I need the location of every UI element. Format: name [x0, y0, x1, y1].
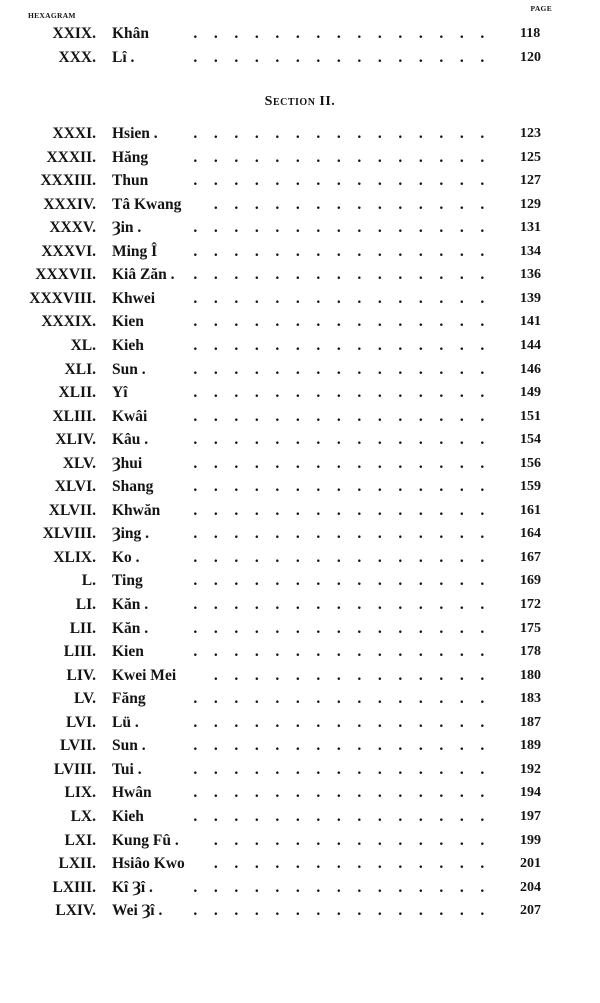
toc-entry	[0, 452, 600, 476]
page-number: 172	[520, 597, 541, 612]
toc-entry	[0, 899, 600, 923]
hexagram-title: Khwăn	[112, 501, 161, 519]
hexagram-title: Kieh	[112, 336, 144, 354]
toc-entry	[0, 499, 600, 523]
toc-entry	[0, 428, 600, 452]
hexagram-title: Sun .	[112, 737, 146, 755]
toc-entry	[0, 475, 600, 499]
hexagram-title: Hsien .	[112, 125, 158, 142]
hexagram-number: XLI.	[64, 360, 96, 378]
toc-entry	[0, 876, 600, 900]
hexagram-number: XLIV.	[55, 431, 96, 449]
dot-leader: . . . . . . . . . . . . . . .	[193, 760, 485, 778]
hexagram-title: Khân	[112, 25, 150, 42]
toc-entry	[0, 358, 600, 382]
page-number: 169	[520, 573, 541, 589]
page-number: 197	[520, 808, 541, 824]
hexagram-title: Ȝing .	[112, 525, 150, 543]
dot-leader: . . . . . . . . . . . . . .	[213, 666, 485, 684]
dot-leader: . . . . . . . . . . . . . . .	[193, 360, 485, 378]
toc-entry	[0, 287, 600, 311]
dot-leader: . . . . . . . . . . . . . . .	[193, 454, 485, 472]
section-heading: Section II.	[264, 94, 336, 109]
toc-entry	[0, 593, 600, 617]
toc-entry	[0, 664, 600, 688]
hexagram-number: LIV.	[66, 666, 96, 684]
toc-entry	[0, 852, 600, 876]
dot-leader: . . . . . . . . . . . . . . .	[193, 525, 485, 543]
toc-entry	[0, 805, 600, 829]
hexagram-number: LI.	[75, 596, 96, 613]
hexagram-number: XXXIX.	[41, 313, 96, 331]
dot-leader: . . . . . . . . . . . . . . .	[193, 572, 485, 590]
toc-entry	[0, 569, 600, 593]
toc-entry	[0, 146, 600, 170]
hexagram-number: XXXVIII.	[29, 289, 96, 307]
hexagram-title: Ȝin .	[112, 219, 142, 237]
toc-entry	[0, 46, 600, 70]
column-header-page: PAGE	[530, 4, 552, 13]
hexagram-title: Khwei	[112, 289, 156, 307]
page-number: 146	[520, 361, 541, 377]
hexagram-title: Kwei Mei	[112, 666, 177, 684]
toc-entry	[0, 193, 600, 217]
hexagram-number: XLIX.	[53, 548, 96, 566]
page-number: 180	[520, 667, 541, 683]
page-number: 123	[520, 126, 541, 141]
hexagram-number: XLIII.	[52, 407, 96, 425]
hexagram-title: Kî Ȝî .	[112, 878, 153, 896]
hexagram-title: Ming Î	[112, 242, 158, 260]
hexagram-number: LII.	[69, 619, 96, 637]
hexagram-number: LIII.	[63, 643, 96, 661]
toc-entry	[0, 758, 600, 782]
page-number: 204	[520, 879, 541, 895]
dot-leader: . . . . . . . . . . . . . . .	[193, 407, 485, 425]
page-number: 120	[520, 49, 541, 65]
page-number: 144	[520, 337, 541, 353]
hexagram-title: Kiâ Zăn .	[112, 266, 175, 284]
hexagram-number: XLV.	[62, 454, 96, 472]
hexagram-title: Lî .	[112, 48, 135, 66]
dot-leader: . . . . . . . . . . . . . . .	[193, 690, 485, 708]
page-number: 194	[520, 785, 541, 801]
hexagram-title: Lü .	[112, 713, 139, 731]
dot-leader: . . . . . . . . . . . . . . .	[193, 125, 485, 142]
hexagram-number: XXXVI.	[41, 242, 96, 260]
hexagram-number: XLII.	[58, 384, 96, 402]
hexagram-title: Yî	[112, 384, 128, 402]
toc-entry	[0, 640, 600, 664]
page-number: 118	[520, 26, 541, 41]
dot-leader: . . . . . . . . . . . . . . .	[193, 878, 485, 896]
page-number: 141	[520, 314, 541, 330]
toc-entry	[0, 216, 600, 240]
toc-entry	[0, 617, 600, 641]
dot-leader: . . . . . . . . . . . . . . .	[193, 25, 485, 42]
hexagram-number: XL.	[70, 336, 96, 354]
page-number: 183	[520, 691, 541, 707]
toc-entry	[0, 829, 600, 853]
hexagram-number: XXIX.	[52, 25, 96, 42]
dot-leader: . . . . . . . . . . . . . . .	[193, 807, 485, 825]
hexagram-title: Kieh	[112, 807, 144, 825]
hexagram-number: LXII.	[58, 855, 96, 873]
dot-leader: . . . . . . . . . . . . . .	[213, 195, 485, 213]
hexagram-title: Kâu .	[112, 431, 149, 449]
hexagram-number: LVI.	[65, 713, 96, 731]
hexagram-title: Kăn .	[112, 596, 149, 613]
hexagram-title: Kung Fû .	[112, 831, 179, 849]
page-number: 127	[520, 173, 541, 189]
toc-entry	[0, 334, 600, 358]
dot-leader: . . . . . . . . . . . . . . .	[193, 313, 485, 331]
hexagram-title: Hsiâo Kwo	[112, 855, 185, 873]
page-number: 139	[520, 290, 541, 306]
toc-entry	[0, 405, 600, 429]
dot-leader: . . . . . . . . . . . . . . .	[193, 478, 485, 496]
dot-leader: . . . . . . . . . . . . . . .	[193, 431, 485, 449]
dot-leader: . . . . . . . . . . . . . .	[213, 831, 485, 849]
page-number: 175	[520, 620, 541, 636]
page-number: 189	[520, 738, 541, 754]
page-number: 131	[520, 220, 541, 236]
dot-leader: . . . . . . . . . . . . . . .	[193, 548, 485, 566]
hexagram-title: Kwâi	[112, 407, 148, 425]
hexagram-number: XLVII.	[48, 501, 96, 519]
dot-leader: . . . . . . . . . . . . . . .	[193, 501, 485, 519]
hexagram-title: Ȝhui	[112, 454, 143, 472]
dot-leader: . . . . . . . . . . . . . . .	[193, 643, 485, 661]
dot-leader: . . . . . . . . . . . . . . .	[193, 148, 485, 166]
hexagram-number: XXXI.	[52, 125, 96, 142]
dot-leader: . . . . . . . . . . . . . . .	[193, 737, 485, 755]
toc-entry	[0, 310, 600, 334]
page-number: 154	[520, 432, 541, 448]
page-number: 187	[520, 714, 541, 730]
toc-entry	[0, 122, 600, 146]
dot-leader: . . . . . . . . . . . . . . .	[193, 172, 485, 190]
page-number: 178	[520, 644, 541, 660]
dot-leader: . . . . . . . . . . . . . . .	[193, 619, 485, 637]
page-number: 192	[520, 761, 541, 777]
page-number: 149	[520, 385, 541, 401]
hexagram-number: XLVI.	[54, 478, 96, 496]
hexagram-title: Sun .	[112, 360, 146, 378]
hexagram-title: Tui .	[112, 760, 142, 778]
page-number: 201	[520, 856, 541, 872]
page-number: 129	[520, 196, 541, 212]
hexagram-number: LXI.	[64, 831, 96, 849]
hexagram-number: XXXII.	[46, 148, 96, 166]
page-number: 207	[520, 903, 541, 919]
hexagram-title: Ko .	[112, 548, 140, 566]
toc-entry	[0, 169, 600, 193]
hexagram-number: LIX.	[64, 784, 96, 802]
hexagram-number: LVIII.	[53, 760, 96, 778]
hexagram-title: Shang	[112, 478, 154, 496]
page-number: 199	[520, 832, 541, 848]
hexagram-number: XXX.	[58, 48, 96, 66]
dot-leader: . . . . . . . . . . . . . . .	[193, 596, 485, 613]
hexagram-number: XXXIII.	[40, 172, 96, 190]
page-number: 151	[520, 408, 541, 424]
toc-entry	[0, 240, 600, 264]
hexagram-title: Kien	[112, 313, 144, 331]
toc-entry	[0, 263, 600, 287]
hexagram-title: Hăng	[112, 148, 149, 166]
page-number: 125	[520, 149, 541, 165]
toc-entry	[0, 381, 600, 405]
page-number: 161	[520, 502, 541, 518]
hexagram-number: XXXVII.	[35, 266, 96, 284]
hexagram-number: XXXV.	[49, 219, 96, 237]
dot-leader: . . . . . . . . . . . . . . .	[193, 48, 485, 66]
dot-leader: . . . . . . . . . . . . . . .	[193, 289, 485, 307]
hexagram-number: LXIII.	[52, 878, 96, 896]
page-number: 167	[520, 549, 541, 565]
hexagram-title: Kien	[112, 643, 144, 661]
hexagram-title: Făng	[112, 690, 146, 708]
dot-leader: . . . . . . . . . . . . . . .	[193, 336, 485, 354]
hexagram-number: LX.	[70, 807, 96, 825]
page-number: 164	[520, 526, 541, 542]
toc-entry	[0, 546, 600, 570]
column-header-hexagram: HEXAGRAM	[28, 11, 76, 20]
dot-leader: . . . . . . . . . . . . . . .	[193, 902, 485, 920]
page-number: 159	[520, 479, 541, 495]
hexagram-number: LXIV.	[55, 902, 96, 920]
toc-entry	[0, 711, 600, 735]
page-number: 136	[520, 267, 541, 283]
hexagram-title: Ting	[112, 572, 143, 590]
hexagram-title: Thun	[112, 172, 149, 190]
dot-leader: . . . . . . . . . . . . . . .	[193, 219, 485, 237]
toc-entry	[0, 687, 600, 711]
page-number: 134	[520, 243, 541, 259]
hexagram-title: Wei Ȝî .	[112, 902, 163, 920]
hexagram-number: LV.	[74, 690, 96, 708]
toc-entry	[0, 781, 600, 805]
hexagram-title: Hwân	[112, 784, 152, 802]
hexagram-title: Kăn .	[112, 619, 149, 637]
hexagram-number: XXXIV.	[43, 195, 96, 213]
page-number: 156	[520, 455, 541, 471]
toc-entry	[0, 522, 600, 546]
dot-leader: . . . . . . . . . . . . . .	[213, 855, 485, 873]
dot-leader: . . . . . . . . . . . . . . .	[193, 266, 485, 284]
hexagram-number: LVII.	[59, 737, 96, 755]
dot-leader: . . . . . . . . . . . . . . .	[193, 242, 485, 260]
hexagram-title: Tâ Kwang	[112, 195, 182, 213]
toc-entry	[0, 734, 600, 758]
hexagram-number: L.	[81, 572, 96, 590]
toc-entry	[0, 22, 600, 46]
dot-leader: . . . . . . . . . . . . . . .	[193, 713, 485, 731]
dot-leader: . . . . . . . . . . . . . . .	[193, 384, 485, 402]
dot-leader: . . . . . . . . . . . . . . .	[193, 784, 485, 802]
hexagram-number: XLVIII.	[42, 525, 96, 543]
